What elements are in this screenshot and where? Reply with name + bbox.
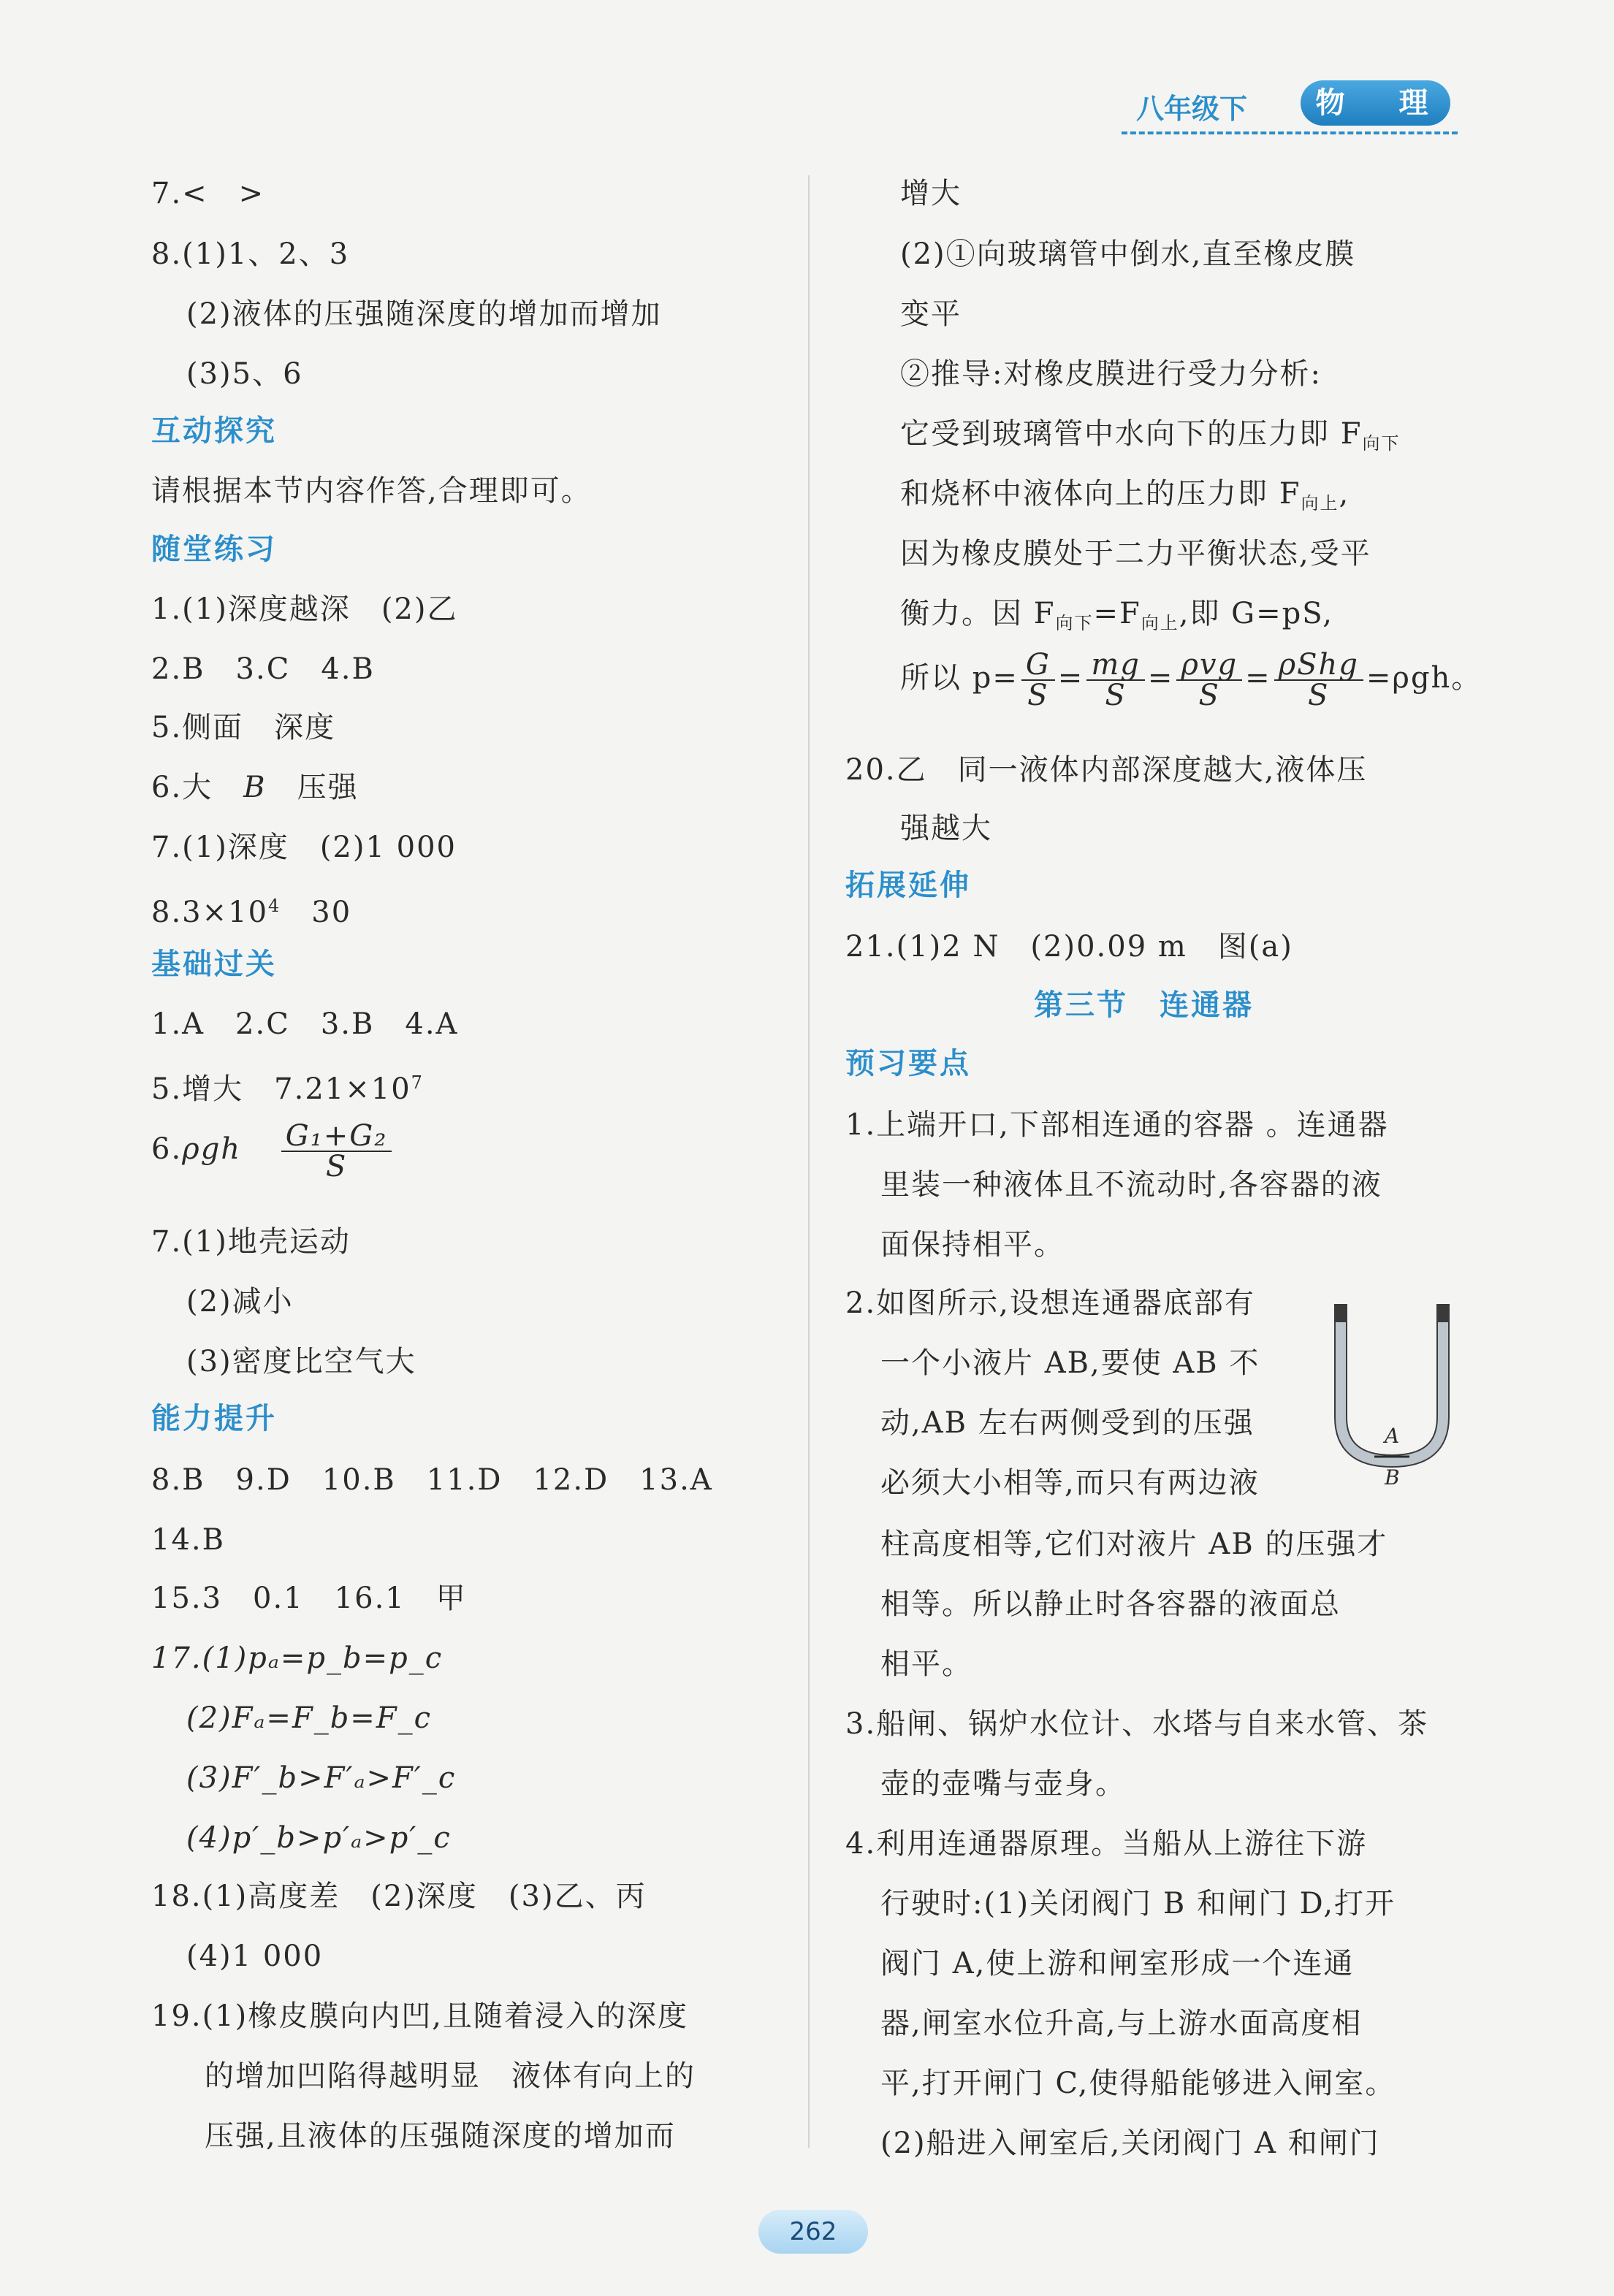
answer-line: 3.船闸、锅炉水位计、水塔与自来水管、茶 [845, 1707, 1429, 1741]
section-heading: 互动探究 [151, 414, 277, 448]
answer-line: 器,闸室水位升高,与上游水面高度相 [880, 2007, 1363, 2040]
answer-line: (2)液体的压强随深度的增加而增加 [186, 297, 662, 331]
answer-line: 8.B 9.D 10.B 11.D 12.D 13.A [151, 1463, 713, 1497]
answer-line: 压强,且液体的压强随深度的增加而 [205, 2119, 676, 2153]
answer-line: (3)F′_b>F′ₐ>F′_c [186, 1761, 457, 1795]
answer-line: 相平。 [880, 1647, 972, 1681]
section-heading: 随堂练习 [151, 533, 277, 566]
label-a: A [1385, 1424, 1400, 1448]
section-heading: 拓展延伸 [845, 869, 971, 902]
subject-badge: 物 理 [1301, 80, 1450, 126]
fraction: $\frac{\text{G₁+G₂}}{S}$ [281, 1121, 392, 1181]
grade-label: 八年级下 [1136, 93, 1248, 125]
answer-line: 增大 [900, 177, 962, 210]
answer-line: 5.侧面 深度 [151, 711, 336, 744]
answer-line: 17.(1)pₐ=p_b=p_c [151, 1641, 444, 1675]
answer-line: 它受到玻璃管中水向下的压力即 $F_{向下}$ [900, 417, 1401, 454]
label-b: B [1385, 1465, 1400, 1490]
answer-line: (3)密度比空气大 [186, 1345, 416, 1378]
answer-line: 衡力。因 $F_{向下}=F_{向上}$,即 G=pS, [900, 597, 1333, 633]
answer-line: 1.(1)深度越深 (2)乙 [151, 592, 458, 626]
formula-line: 所以 p= $\frac{G}{S}$ = $\frac{mg}{S}$ = $\frac{\text{ρvg}}{S}$ = $\frac{\text{ρShg}}{S}$ =ρgh。 [900, 648, 1482, 712]
answer-line: 里装一种液体且不流动时,各容器的液 [880, 1168, 1382, 1202]
answer-line: 20.乙 同一液体内部深度越大,液体压 [845, 753, 1368, 787]
answer-line: 5.增大 $7.21\times 10^7$ [151, 1072, 424, 1106]
fraction: $\frac{G}{S}$ [1021, 650, 1055, 710]
answer-line: 一个小液片 AB,要使 AB 不 [880, 1346, 1260, 1380]
answer-line: 7.(1)深度 (2)1 000 [151, 831, 457, 864]
page-header [1122, 80, 1458, 135]
answer-line: (2)减小 [186, 1285, 294, 1319]
answer-line: 4.利用连通器原理。当船从上游往下游 [845, 1827, 1368, 1861]
answer-line: 相等。所以静止时各容器的液面总 [880, 1587, 1341, 1621]
answer-line: 8.(1)1、2、3 [151, 237, 350, 271]
answer-line: 柱高度相等,它们对液片 AB 的压强才 [880, 1528, 1388, 1561]
answer-line: 平,打开闸门 C,使得船能够进入闸室。 [880, 2067, 1396, 2100]
answer-line: (4)p′_b>p′ₐ>p′_c [186, 1821, 452, 1855]
answer-line: (2)Fₐ=F_b=F_c [186, 1701, 432, 1735]
section-heading: 能力提升 [151, 1402, 277, 1435]
answer-line: (4)1 000 [186, 1940, 324, 1973]
answer-line: 强越大 [900, 812, 992, 845]
answer-line: $8.3\times 10^4$ 30 [151, 896, 352, 929]
answer-line: 的增加凹陷得越明显 液体有向上的 [205, 2059, 696, 2093]
answer-line: 7.< > [151, 177, 265, 210]
answer-line: 18.(1)高度差 (2)深度 (3)乙、丙 [151, 1880, 647, 1913]
section-heading: 预习要点 [845, 1047, 971, 1080]
answer-line: 阀门 A,使上游和闸室形成一个连通 [880, 1947, 1355, 1980]
answer-line: 请根据本节内容作答,合理即可。 [151, 474, 592, 508]
answer-line: 2.B 3.C 4.B [151, 652, 375, 686]
header-rule [1122, 131, 1458, 134]
column-divider [808, 175, 810, 2148]
answer-line: 6.ρgh $\frac{\text{G₁+G₂}}{S}$ [151, 1121, 395, 1181]
answer-line: 2.如图所示,设想连通器底部有 [845, 1286, 1255, 1320]
answer-line: 15.3 0.1 16.1 甲 [151, 1582, 467, 1615]
answer-line: 和烧杯中液体向上的压力即 $F_{向上}$, [900, 477, 1350, 514]
answer-line: 必须大小相等,而只有两边液 [880, 1466, 1260, 1500]
answer-line: 壶的壶嘴与壶身。 [880, 1767, 1126, 1801]
answer-line: 14.B [151, 1523, 226, 1557]
answer-line: 因为橡皮膜处于二力平衡状态,受平 [900, 537, 1371, 571]
answer-line: (2)①向玻璃管中倒水,直至橡皮膜 [900, 237, 1356, 271]
answer-line: 动,AB 左右两侧受到的压强 [880, 1406, 1255, 1440]
fraction: $\frac{mg}{S}$ [1086, 650, 1145, 710]
answer-line: ②推导:对橡皮膜进行受力分析: [900, 357, 1322, 391]
answer-line: 7.(1)地壳运动 [151, 1225, 351, 1259]
fraction: $\frac{\text{ρvg}}{S}$ [1176, 650, 1242, 710]
u-tube-figure [1326, 1293, 1458, 1490]
answer-line: 19.(1)橡皮膜向内凹,且随着浸入的深度 [151, 1999, 688, 2033]
answer-line: (3)5、6 [186, 357, 303, 391]
answer-line: (2)船进入闸室后,关闭阀门 A 和闸门 [880, 2127, 1380, 2160]
answer-line: 行驶时:(1)关闭阀门 B 和闸门 D,打开 [880, 1887, 1396, 1921]
page-number: 262 [758, 2210, 868, 2254]
answer-line: 21.(1)2 N (2)0.09 m 图(a) [845, 930, 1293, 964]
answer-line: 变平 [900, 297, 962, 331]
answer-line: 面保持相平。 [880, 1228, 1065, 1262]
answer-line: 1.A 2.C 3.B 4.A [151, 1007, 459, 1041]
chapter-heading: 第三节 连通器 [1034, 988, 1254, 1022]
section-heading: 基础过关 [151, 947, 277, 981]
answer-line: 1.上端开口,下部相连通的容器 。连通器 [845, 1108, 1389, 1142]
fraction: $\frac{\text{ρShg}}{S}$ [1274, 650, 1363, 710]
answer-line: 6.大 B 压强 [151, 771, 359, 804]
